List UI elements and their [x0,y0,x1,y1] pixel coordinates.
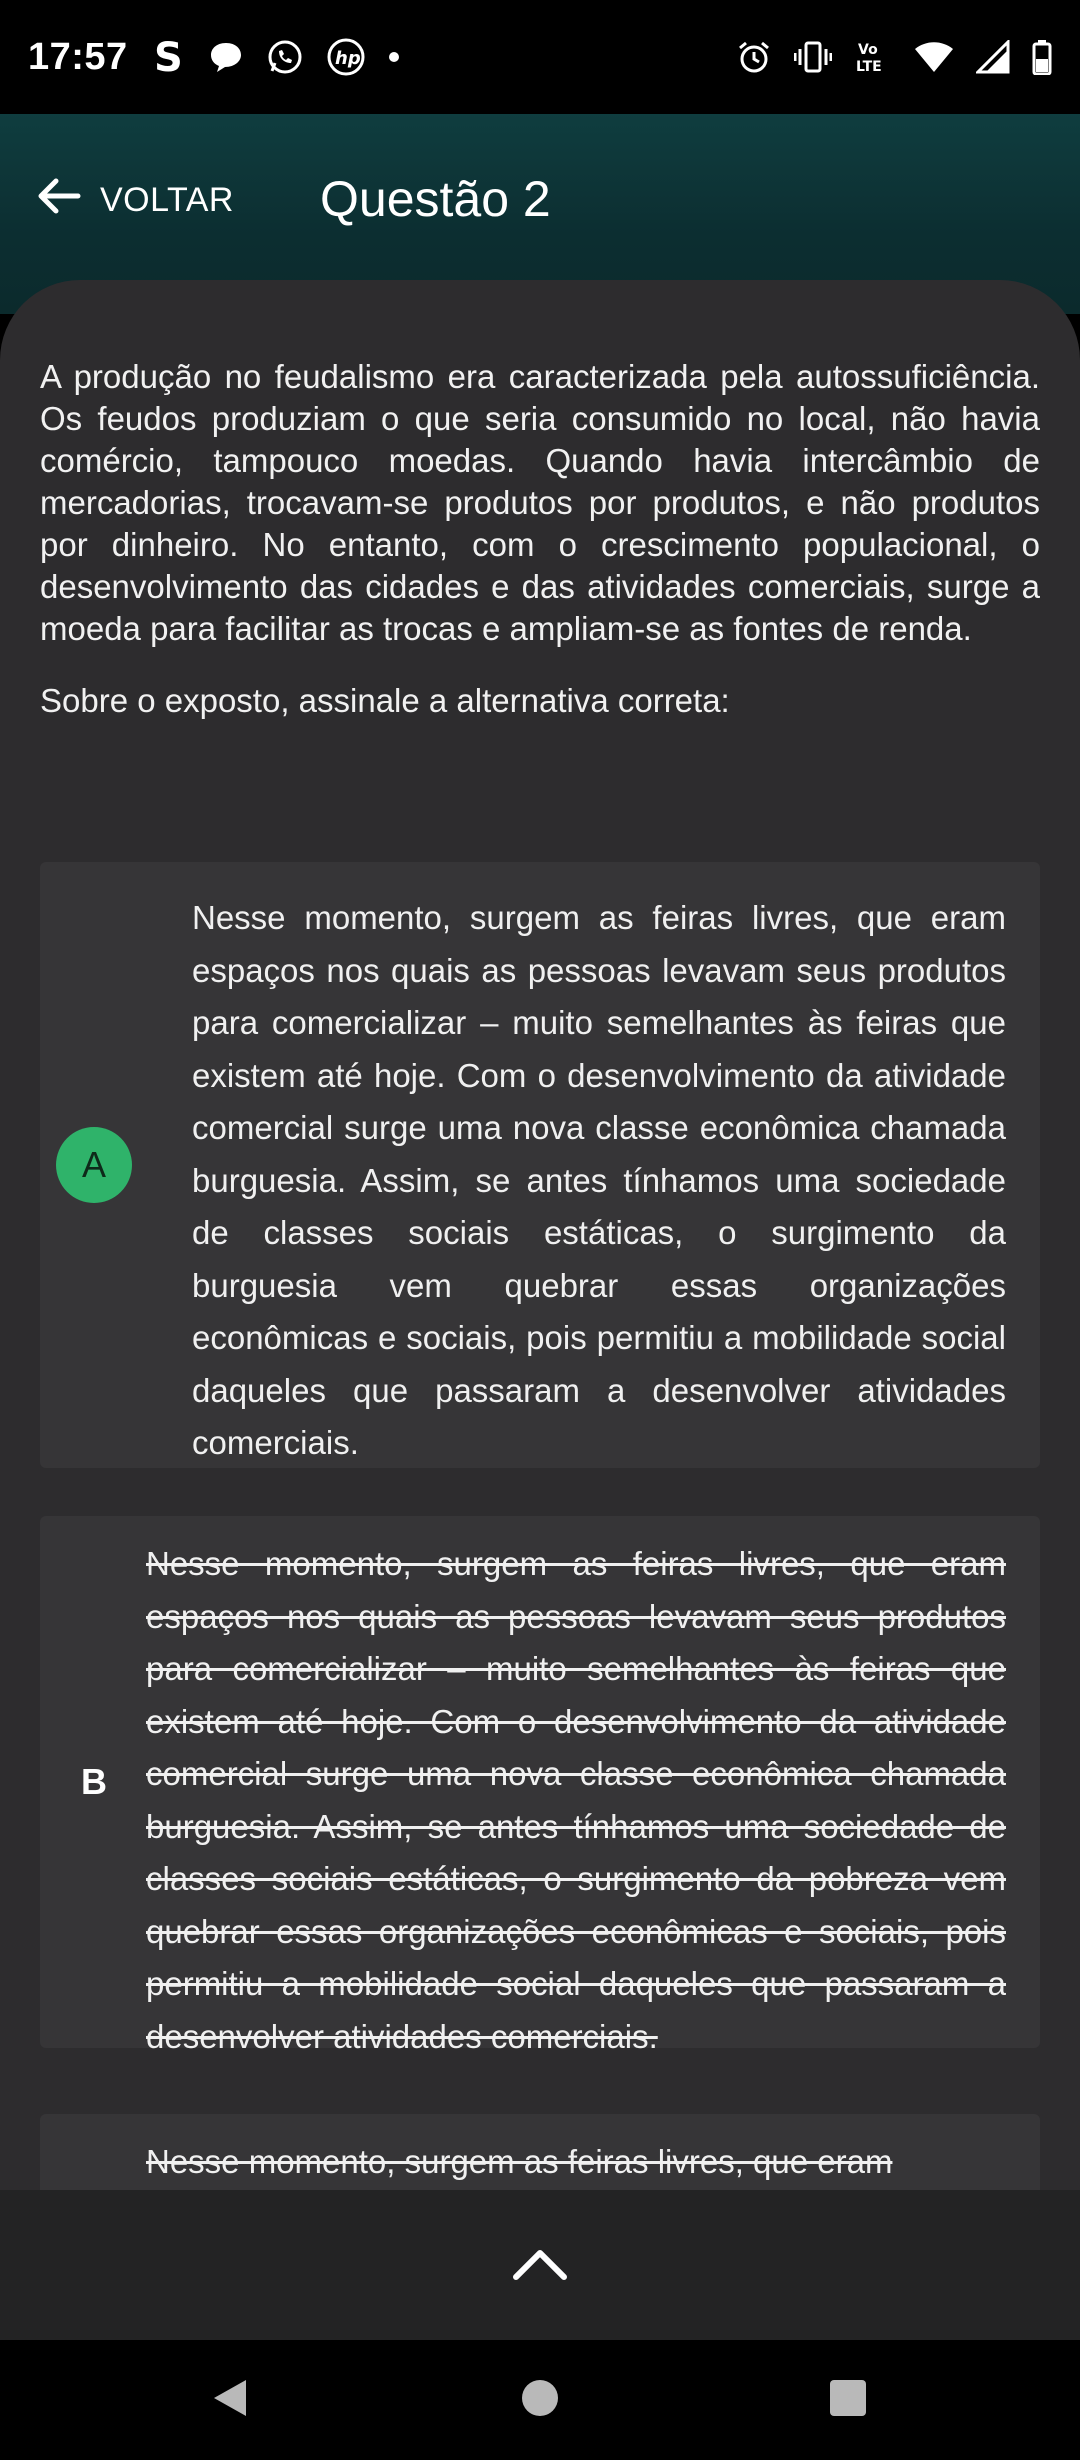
whatsapp-icon [266,38,304,76]
status-right-icons [736,39,1052,75]
wifi-icon [914,40,954,74]
option-letter-b[interactable]: B [81,1761,107,1802]
status-left-icons [152,37,400,77]
nav-home-button[interactable] [500,2340,580,2460]
home-circle-icon [520,2378,560,2423]
nav-recents-button[interactable] [808,2340,888,2460]
option-text-c: Nesse momento, surgem as feiras livres, que eram [146,2143,893,2180]
svg-text:S: S [153,37,183,77]
option-a[interactable] [40,862,1040,1468]
option-c[interactable] [40,2114,1040,2190]
system-nav-bar [0,2340,1080,2460]
option-text-b: Nesse momento, surgem as feiras livres, que eram espaços nos quais as pessoas levavam seus produtos para comercializar – muito semelhantes às feiras que existem até hoje. Com o desenvolvimento da atividade comercial surge uma nova classe econômica chamada burguesia. Assim, se antes tínhamos uma sociedade de classes sociais estáticas, o surgimento da pobreza vem quebrar essas organizações econômicas e sociais, pois permitiu a mobilidade social daqueles que passaram a desenvolver atividades comerciais. [146,1545,1006,2055]
chevron-up-icon[interactable] [510,2243,570,2288]
svg-text:Vo: Vo [858,42,878,58]
svg-text:LTE: LTE [856,59,882,75]
arrow-left-icon [36,176,82,225]
s-icon [152,37,186,77]
question-text: A produção no feudalismo era caracterizada pela autossuficiência. Os feudos produziam o que seria consumido no local, não havia comércio, tampouco moedas. Quando havia intercâmbio de mercadorias, trocavam-se produtos por produtos, e não produtos por dinheiro. No entanto, com o crescimento populacional, o desenvolvimento das cidades e das atividades comerciais, surge a moeda para facilitar as trocas e ampliam-se as fontes de renda. [40,358,1040,647]
option-letter-a[interactable]: A [56,1127,132,1203]
option-text-a: Nesse momento, surgem as feiras livres, que eram espaços nos quais as pessoas levavam seus produtos para comercializar – muito semelhantes às feiras que existem até hoje. Com o desenvolvimento da atividade comercial surge uma nova classe econômica chamada burguesia. Assim, se antes tínhamos uma sociedade de classes sociais estáticas, o surgimento da burguesia vem quebrar essas organizações econômicas e sociais, pois permitiu a mobilidade social daqueles que passaram a desenvolver atividades comerciais. [192,899,1006,1461]
bottom-bar [0,2190,1080,2340]
page-title: Questão 2 [320,171,551,227]
vibrate-icon [794,39,832,75]
chat-bubble-icon [208,39,244,75]
alarm-icon [736,39,772,75]
volte-icon [854,39,892,75]
status-bar [0,0,1080,114]
status-time: 17:57 [28,35,128,78]
recents-square-icon [828,2378,868,2423]
hp-icon [326,37,366,77]
nav-back-button[interactable] [190,2340,270,2460]
battery-icon [1032,39,1052,75]
dot-icon [388,51,400,63]
back-triangle-icon [210,2376,250,2425]
svg-text:hp: hp [334,48,361,69]
question-panel[interactable] [0,280,1080,2190]
option-b[interactable] [40,1516,1040,2055]
signal-icon [976,40,1010,74]
question-prompt: Sobre o exposto, assinale a alternativa correta: [40,682,730,719]
back-label: VOLTAR [100,180,234,219]
back-button[interactable] [36,162,234,238]
